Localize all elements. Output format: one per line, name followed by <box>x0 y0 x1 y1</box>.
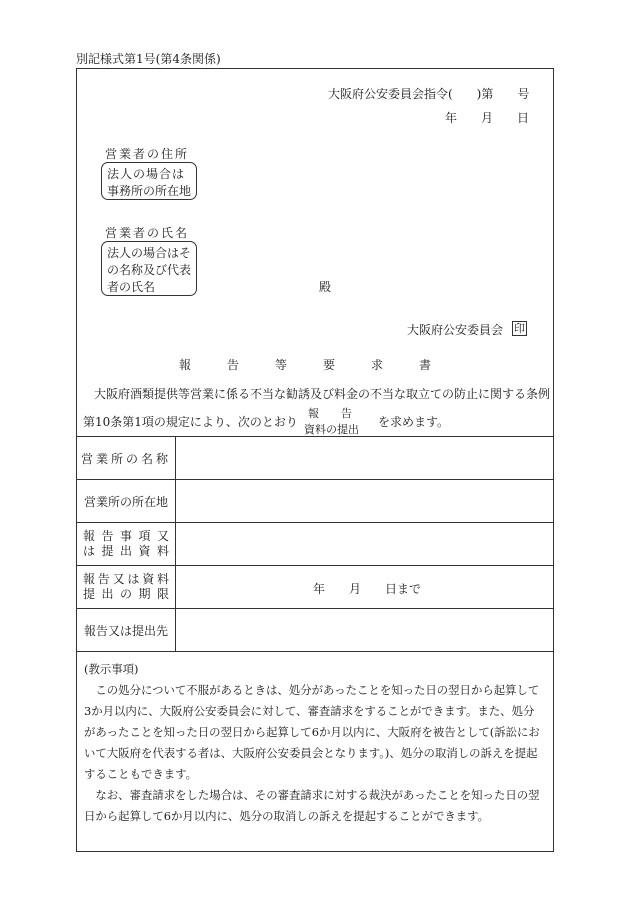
issue-date: 年 月 日 <box>445 111 530 125</box>
name-note-line3: 者の氏名 <box>107 280 156 294</box>
body-line2-prefix: 第10条第1項の規定により、次のとおり <box>83 415 298 429</box>
notes-paragraph-1: この処分について不服があるときは、処分があったことを知った日の翌日から起算して3か月以内に、大阪府公安委員会に対して、審査請求をすることができます。また、処分があったことを知った日の翌日から起算して6か月以内に、大阪府を被告として(訴訟において大阪府を代表する者は、大阪府公安委員会となります。)、処分の取消しの訴えを提起することもできます。 <box>84 683 540 781</box>
form-frame <box>76 68 554 852</box>
table-row <box>77 609 553 652</box>
row-label-report-items-line2: は提出資料 <box>83 544 169 558</box>
option-report: 報 告 <box>308 407 352 420</box>
row-value-deadline[interactable] <box>176 566 553 608</box>
form-caption: 別記様式第1号(第4条関係) <box>76 52 221 66</box>
issuer-name: 大阪府公安委員会 <box>407 323 504 337</box>
row-label-office-address: 営業所の所在地 <box>77 480 176 522</box>
table-row <box>77 437 553 480</box>
option-submission: 資料の提出 <box>304 423 359 436</box>
row-label-destination: 報告又は提出先 <box>77 609 176 651</box>
row-value-office-name[interactable] <box>176 437 553 479</box>
row-value-office-address[interactable] <box>176 480 553 522</box>
table-row <box>77 480 553 523</box>
row-label-report-items-line1: 報告事項又 <box>83 529 169 543</box>
row-value-destination[interactable] <box>176 609 553 651</box>
address-note-line2: 事務所の所在地 <box>107 184 192 198</box>
name-note-line2: の名称及び代表 <box>107 263 192 277</box>
document-title: 報 告 等 要 求 書 <box>179 358 432 372</box>
row-value-report-items[interactable] <box>176 523 553 565</box>
notes-heading: (教示事項) <box>84 662 139 676</box>
seal-mark: 印 <box>514 322 525 335</box>
name-label: 営業者の氏名 <box>105 226 190 240</box>
address-label: 営業者の住所 <box>105 147 190 161</box>
row-label-deadline <box>77 566 176 608</box>
deadline-date: 年 月 日まで <box>313 582 422 596</box>
row-label-report-items <box>77 523 176 565</box>
row-label-deadline-line2: 提出の期限 <box>83 587 169 601</box>
body-line1: 大阪府酒類提供等営業に係る不当な勧誘及び料金の不当な取立ての防止に関する条例 <box>94 387 551 401</box>
body-line2-suffix: を求めます。 <box>378 415 450 429</box>
instruction-notes <box>84 659 545 827</box>
name-note-line1: 法人の場合はそ <box>107 246 192 260</box>
row-label-deadline-line1: 報告又は資料 <box>83 572 169 586</box>
table-row <box>77 523 553 566</box>
honorific: 殿 <box>319 280 332 294</box>
order-number: 大阪府公安委員会指令( )第 号 <box>328 87 530 101</box>
address-note-line1: 法人の場合は <box>107 167 186 181</box>
table-row <box>77 566 553 609</box>
request-table <box>77 436 553 652</box>
row-label-office-name: 営業所の名称 <box>77 437 176 479</box>
notes-paragraph-2: なお、審査請求をした場合は、その審査請求に対する裁決があったことを知った日の翌日から起算して6か月以内に、処分の取消しの訴えを提起することができます。 <box>84 788 540 823</box>
